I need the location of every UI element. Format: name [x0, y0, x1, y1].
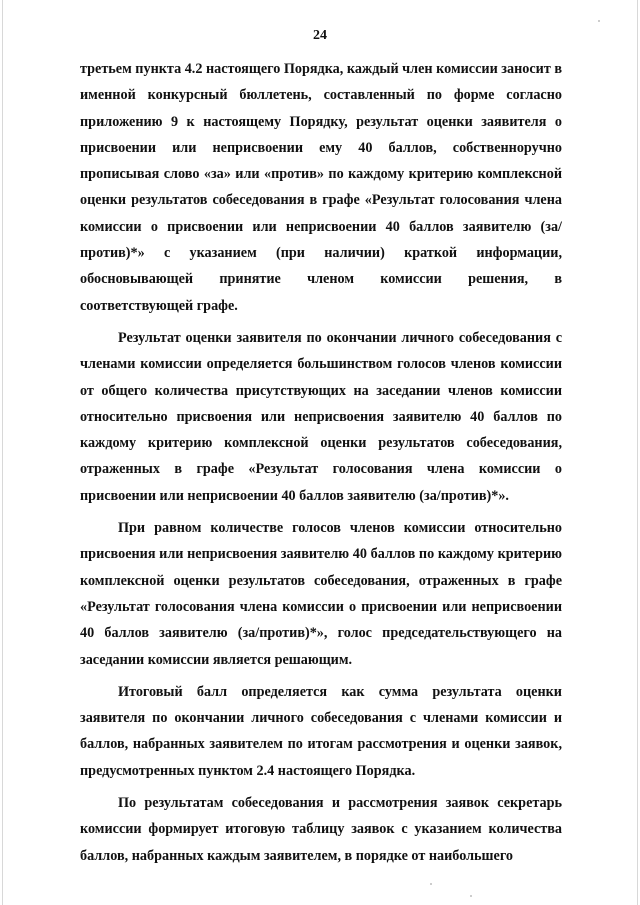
- scan-edge-left: [2, 0, 3, 905]
- page-number: 24: [313, 28, 327, 43]
- document-body: [80, 56, 562, 869]
- paragraph-4: Итоговый балл определяется как сумма результата оценки заявителя по окончании личного собеседования с членами комиссии и баллов, набранных заявителем по итогам рассмотрения и оценки заявок, предусмотренных пунктом 2.4 настоящего Порядка.: [80, 683, 562, 779]
- scan-speck: [598, 20, 600, 22]
- paragraph-3: При равном количестве голосов членов комиссии относительно присвоения или неприсвоения заявителю 40 баллов по каждому критерию комплексной оценки результатов собеседования, отраженных в графе «Результат голосования члена комиссии о присвоении или неприсвоении 40 баллов заявителю (за/против)*», голос председательствующего на заседании комиссии является решающим.: [80, 520, 562, 668]
- paragraph-1: третьем пункта 4.2 настоящего Порядка, каждый член комиссии заносит в именной конкурсный бюллетень, составленный по форме согласно приложению 9 к настоящему Порядку, результат оценки заявителя о присвоении или неприсвоении ему 40 баллов, собственноручно прописывая слово «за» или «против» по каждому критерию комплексной оценки результатов собеседования в графе «Результат голосования члена комиссии о присвоении или неприсвоении 40 баллов заявителю (за/против)*» с указанием (при наличии) краткой информации, обосновывающей принятие членом комиссии решения, в соответствующей графе.: [80, 61, 563, 314]
- scan-edge-right: [637, 0, 638, 905]
- paragraph-5: По результатам собеседования и рассмотрения заявок секретарь комиссии формирует итоговую таблицу заявок с указанием количества баллов, набранных каждым заявителем, в порядке от наибольшего: [80, 795, 562, 864]
- scan-speck: [470, 895, 472, 897]
- paragraph-2: Результат оценки заявителя по окончании личного собеседования с членами комиссии определяется большинством голосов членов комиссии от общего количества присутствующих на заседании членов комиссии относительно присвоения или неприсвоения заявителю 40 баллов по каждому критерию комплексной оценки результатов собеседования, отраженных в графе «Результат голосования члена комиссии о присвоении или неприсвоении 40 баллов заявителю (за/против)*».: [80, 329, 562, 504]
- scan-speck: [430, 883, 432, 885]
